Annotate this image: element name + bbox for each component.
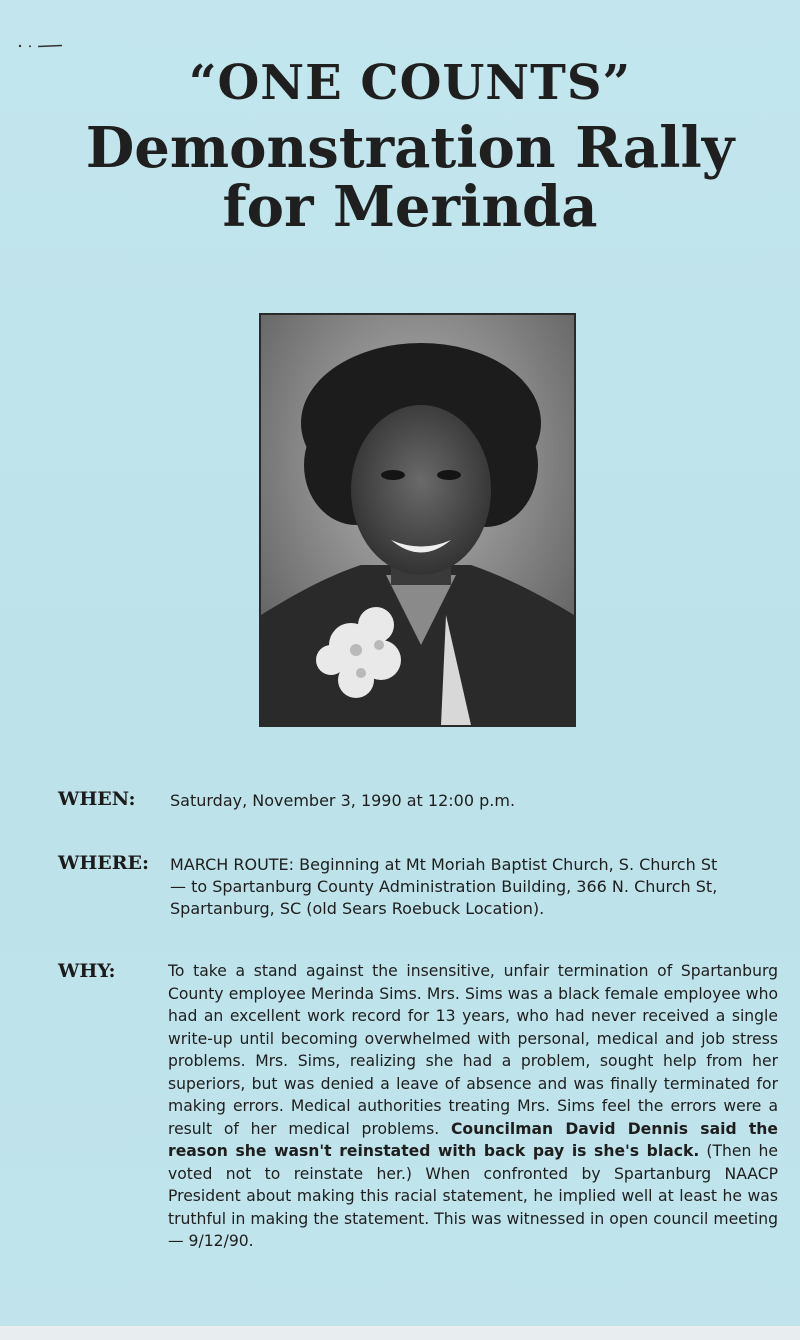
portrait-image (261, 315, 574, 725)
when-section (58, 788, 778, 818)
headline-event: Demonstration Rally (85, 114, 735, 181)
why-section (58, 960, 778, 1250)
where-line: — to Spartanburg County Administration Building, 366 N. Church St, (170, 877, 718, 896)
when-text: Saturday, November 3, 1990 at 12:00 p.m. (170, 791, 516, 810)
why-text (168, 960, 778, 1253)
headline-subject: for Merinda (222, 174, 598, 241)
why-bold-quote: Councilman David Dennis said the reason she wasn't reinstated with back pay is she's black. (168, 1119, 778, 1160)
why-paragraph: To take a stand against the insensitive, unfair termination of Spartanburg County employee Merinda Sims. Mrs. Sims was a black female employee who had an excellent work record for 13 years, who had never received a single write-up until becoming overwhelmed with personal, medical and job stress problems. Mrs. Sims, realizing she had a problem, sought help from her superiors, but was denied a leave of absence and was finally terminated for making errors. Medical authorities treating Mrs. Sims feel the errors were a result of her medical problems. (168, 962, 778, 1138)
when-label: WHEN: (58, 788, 136, 810)
headline-slogan: “ONE COUNTS” (188, 55, 632, 111)
page-edge (0, 1326, 800, 1340)
why-label: WHY: (58, 960, 116, 982)
where-line: Spartanburg, SC (old Sears Roebuck Location). (170, 899, 545, 918)
headline (0, 55, 800, 241)
portrait-photo (259, 313, 576, 727)
where-text (170, 854, 780, 920)
why-paragraph-continued: (Then he voted not to reinstate her.) When confronted by Spartanburg NAACP President about making this racial statement, he implied well at least he was truthful in making the statement. This was witnessed in open council meeting — 9/12/90. (168, 1142, 779, 1250)
where-section (58, 852, 778, 924)
where-label: WHERE: (58, 852, 150, 874)
pen-mark (18, 44, 64, 48)
where-line: MARCH ROUTE: Beginning at Mt Moriah Baptist Church, S. Church St (170, 855, 718, 874)
